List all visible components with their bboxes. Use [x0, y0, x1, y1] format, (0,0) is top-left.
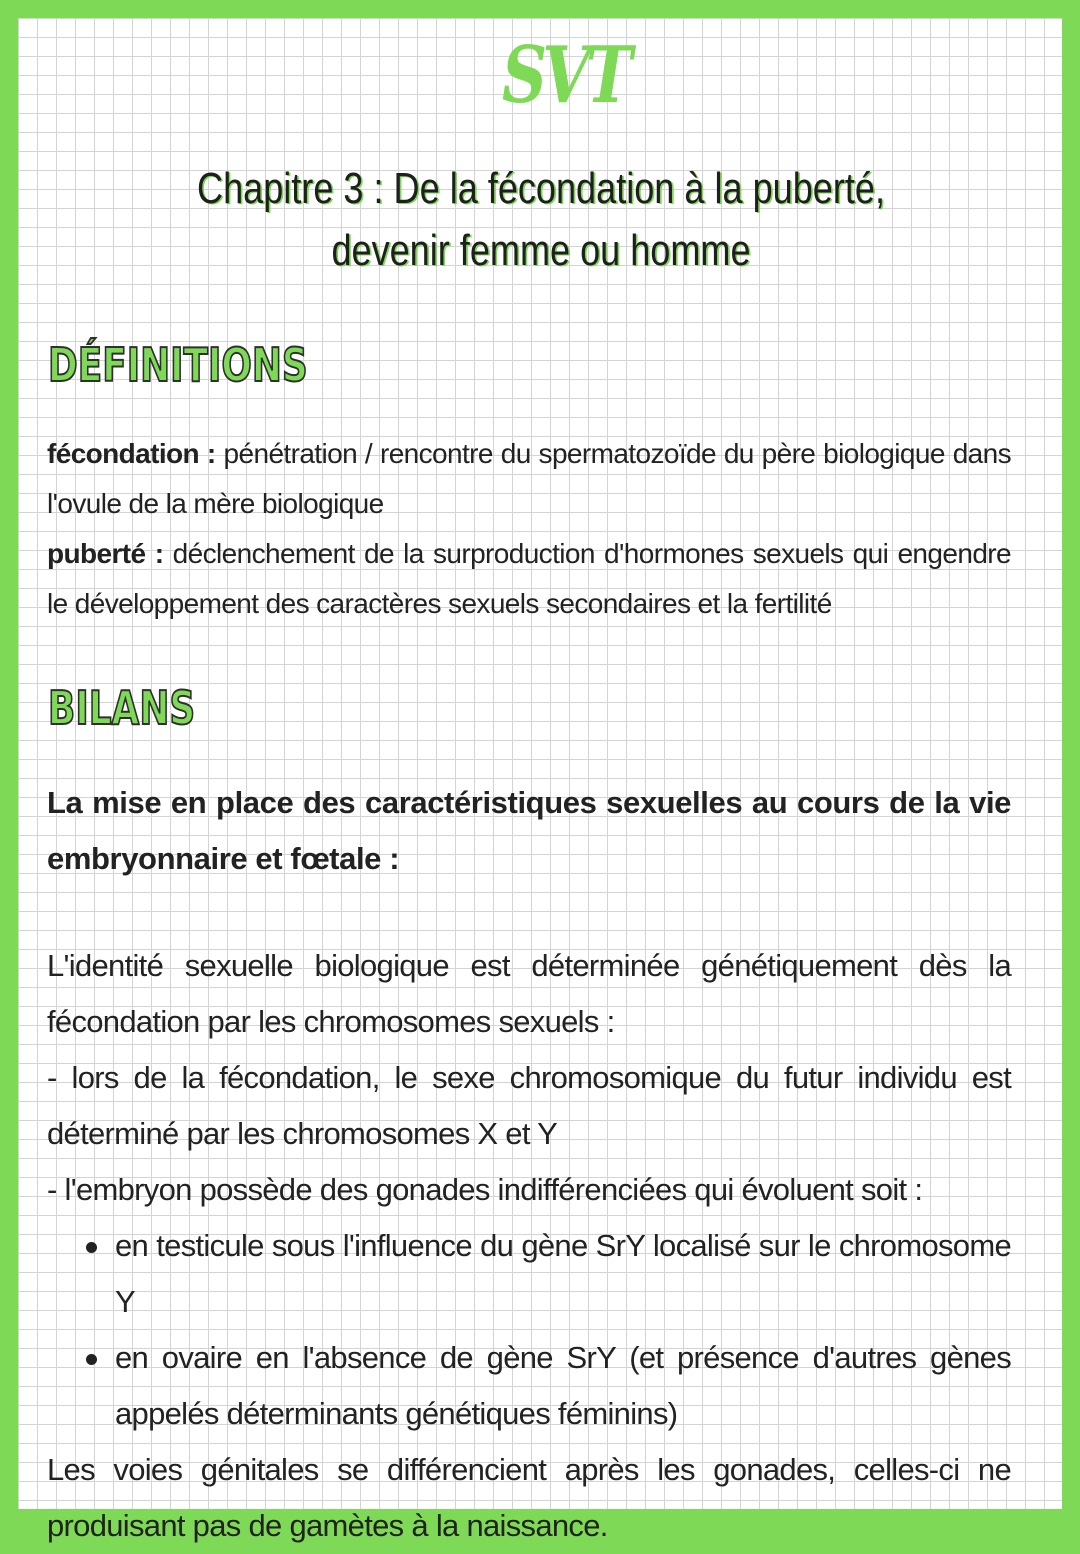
definition-text: pénétration / rencontre du spermatozoïde du père biologique dans l'ovule de la mère biologique	[47, 438, 1012, 519]
dash-item: - lors de la fécondation, le sexe chromosomique du futur individu est déterminé par les chromosomes X et Y	[47, 1060, 1011, 1151]
definitions-block	[47, 429, 1011, 629]
definition-item	[47, 429, 1011, 529]
dash-item: - l'embryon possède des gonades indifférenciées qui évoluent soit :	[47, 1172, 923, 1207]
bilans-conclusion: Les voies génitales se différencient après les gonades, celles-ci ne produisant pas de gamètes à la naissance.	[47, 1452, 1011, 1543]
bilans-subheading: La mise en place des caractéristiques sexuelles au cours de la vie embryonnaire et fœtale :	[47, 785, 1011, 876]
chapter-title: Chapitre 3 : De la fécondation à la puberté, devenir femme ou homme	[197, 164, 885, 275]
bilans-heading: BILANS	[48, 681, 196, 735]
gonad-bullet-list	[47, 1218, 1011, 1442]
bullet-item: en testicule sous l'influence du gène SrY localisé sur le chromosome Y	[47, 1218, 1011, 1330]
bullet-item: en ovaire en l'absence de gène SrY (et présence d'autres gènes appelés déterminants génétiques féminins)	[47, 1330, 1011, 1442]
subject-logo: SVT	[502, 30, 628, 121]
notebook-page	[18, 18, 1062, 1543]
definitions-heading: DÉFINITIONS	[48, 338, 308, 392]
definition-item	[47, 529, 1011, 629]
definition-term: fécondation :	[47, 438, 216, 469]
bilans-intro: L'identité sexuelle biologique est déterminée génétiquement dès la fécondation par les chromosomes sexuels :	[47, 948, 1011, 1039]
definition-text: déclenchement de la surproduction d'hormones sexuels qui engendre le développement des caractères sexuels secondaires et la fertilité	[47, 538, 1011, 619]
bilans-body	[47, 938, 1011, 1554]
definition-term: puberté :	[47, 538, 164, 569]
